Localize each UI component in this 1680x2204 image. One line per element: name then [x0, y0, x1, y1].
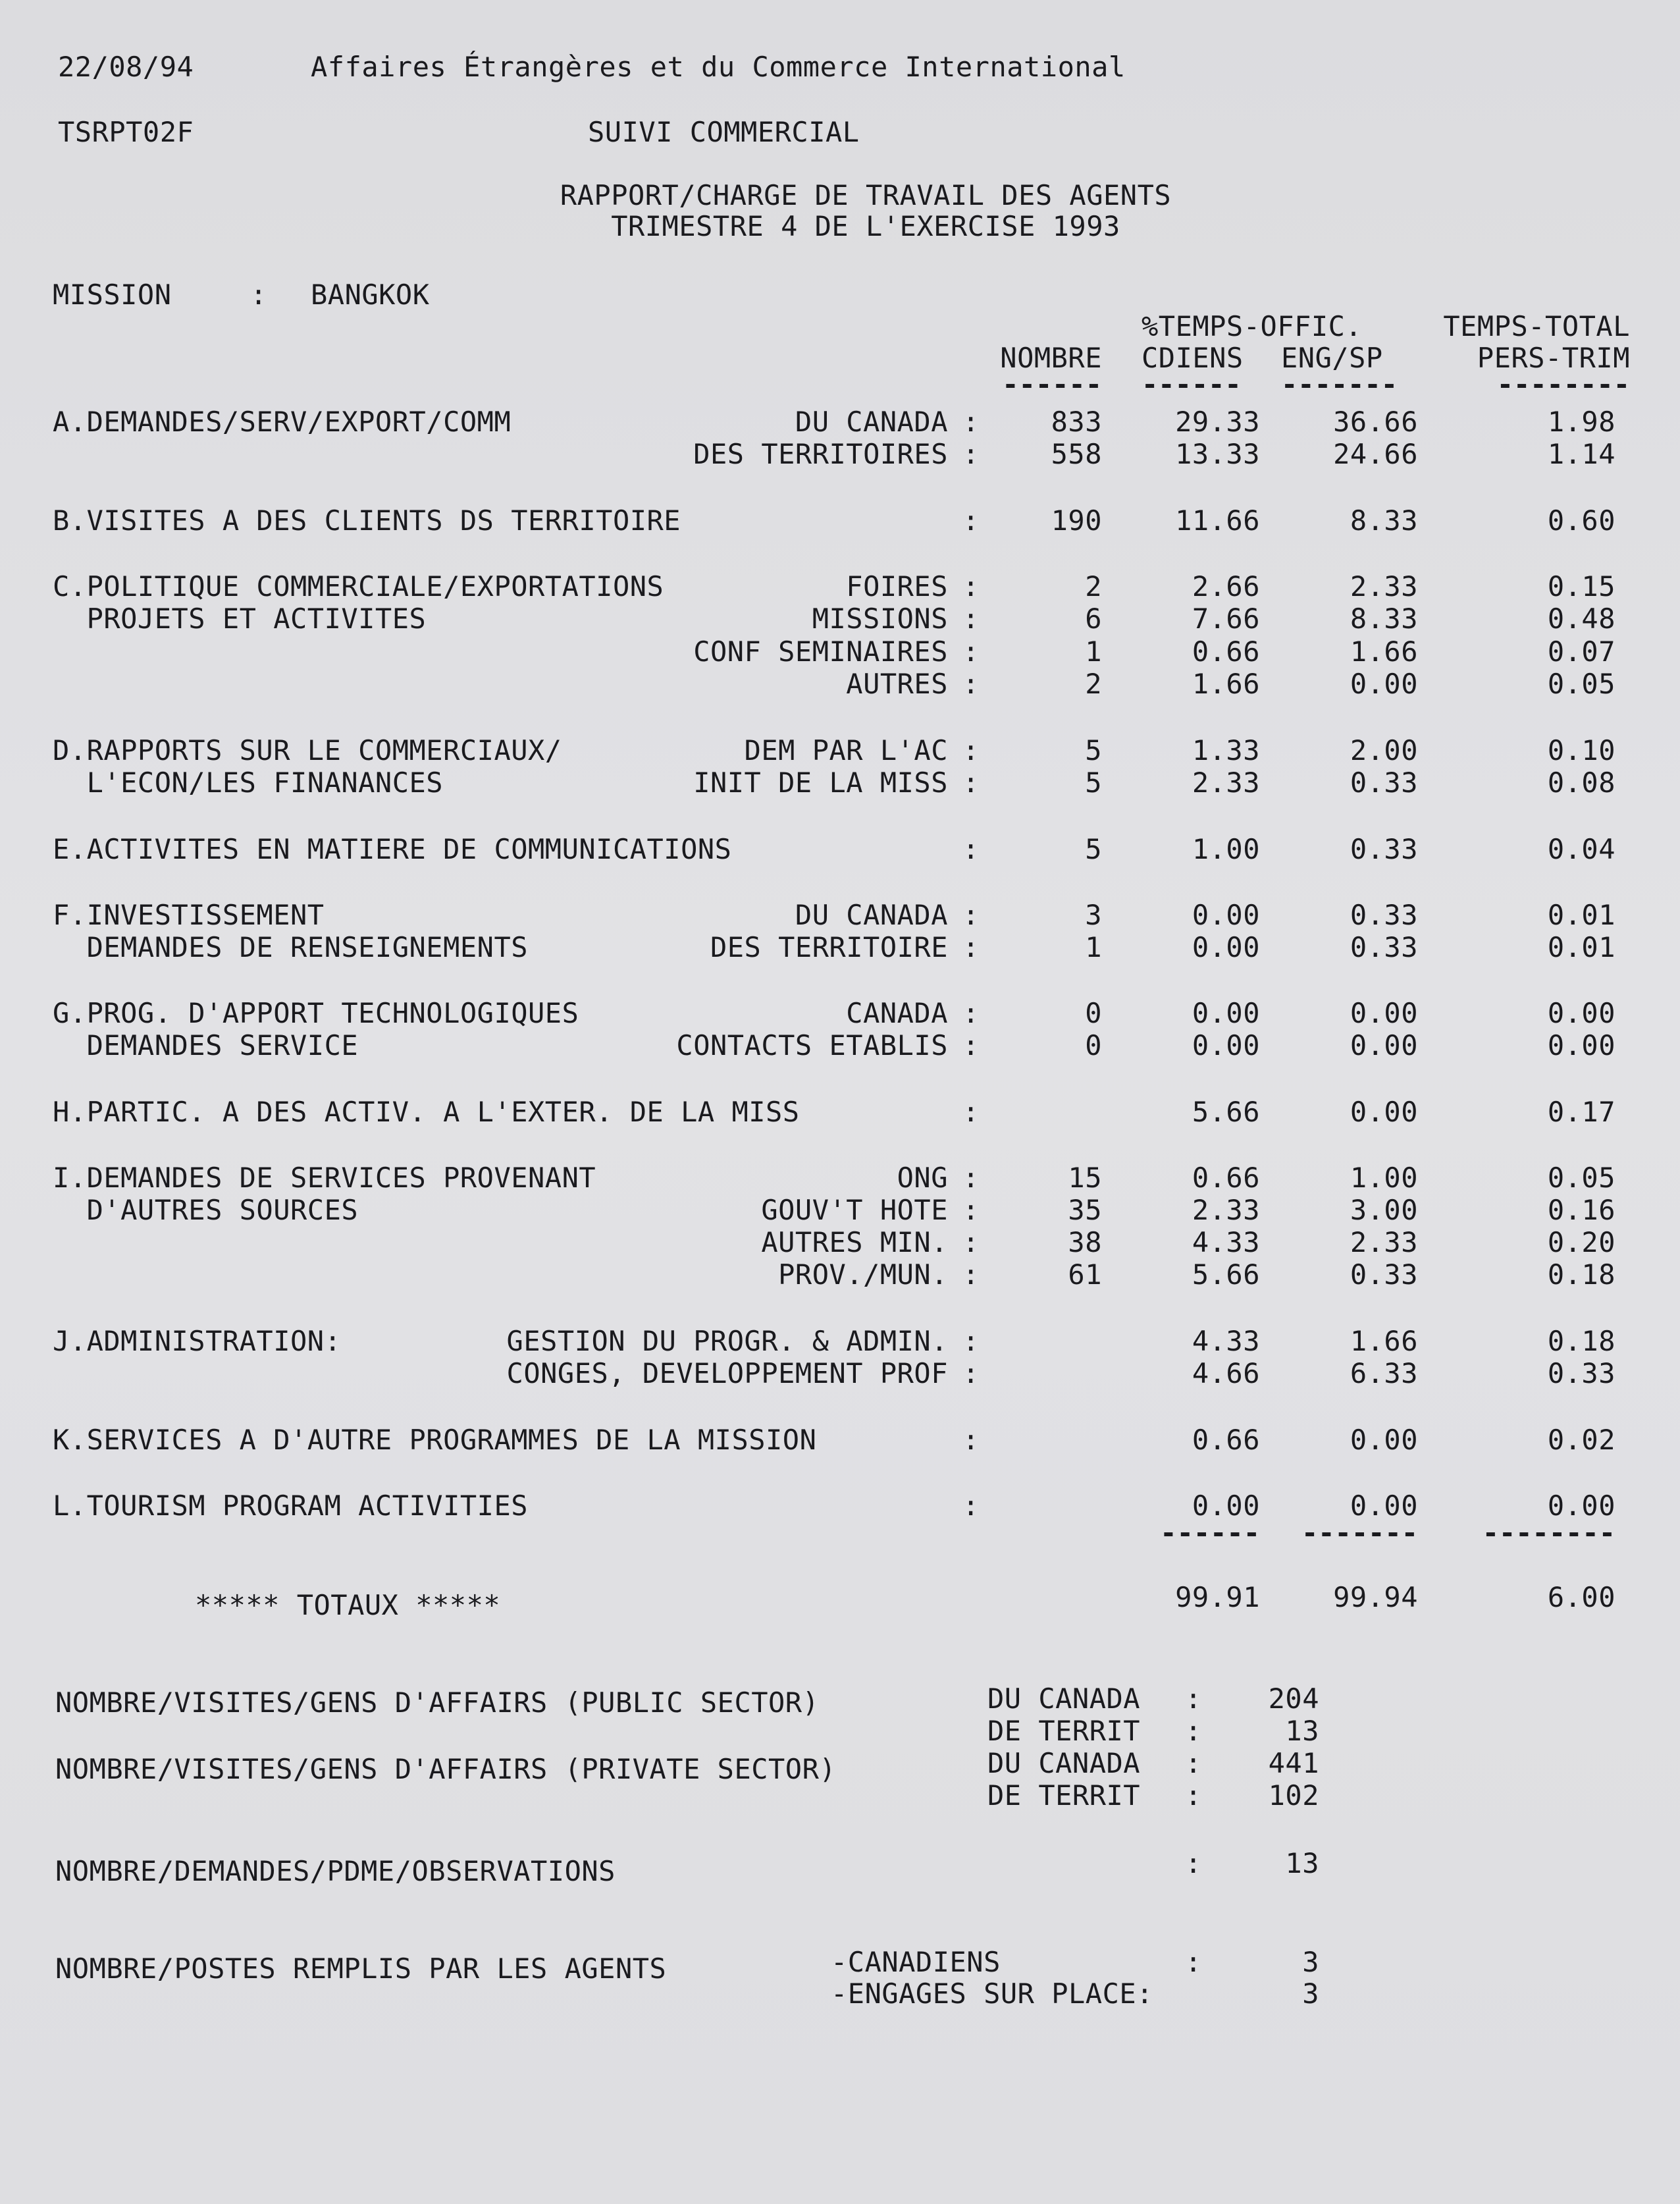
row-pers-trim: 0.18: [1547, 1325, 1615, 1357]
row-sublabel: CONF SEMINAIRES: [693, 635, 948, 668]
row-engsp: 0.33: [1350, 833, 1418, 865]
row-nombre: 35: [1068, 1194, 1102, 1226]
row-engsp: 3.00: [1350, 1194, 1418, 1226]
row-engsp: 0.00: [1350, 1029, 1418, 1062]
visits-private-territ-value: 102: [1268, 1779, 1319, 1812]
visits-private-label: NOMBRE/VISITES/GENS D'AFFAIRS (PRIVATE SECTOR): [55, 1753, 837, 1785]
pdme-label: NOMBRE/DEMANDES/PDME/OBSERVATIONS: [55, 1855, 616, 1887]
row-cdiens: 0.66: [1192, 635, 1260, 668]
row-nombre: 0: [1085, 1029, 1102, 1062]
row-cdiens: 5.66: [1192, 1096, 1260, 1128]
row-pers-trim: 0.05: [1547, 1162, 1615, 1194]
postes-canadiens-colon: :: [1185, 1946, 1202, 1978]
row-cdiens: 0.66: [1192, 1162, 1260, 1194]
row-cdiens: 1.33: [1192, 734, 1260, 766]
row-pers-trim: 0.33: [1547, 1357, 1615, 1389]
row-cdiens: 1.00: [1192, 833, 1260, 865]
row-cdiens: 11.66: [1175, 504, 1260, 537]
row-colon: :: [962, 1162, 980, 1194]
row-nombre: 15: [1068, 1162, 1102, 1194]
row-label: E.ACTIVITES EN MATIERE DE COMMUNICATIONS: [53, 833, 732, 865]
rule-total-engsp: -------: [1301, 1517, 1418, 1549]
row-colon: :: [962, 766, 980, 799]
row-colon: :: [962, 406, 980, 438]
row-sublabel: DU CANADA: [795, 899, 948, 931]
row-cdiens: 0.00: [1192, 1029, 1260, 1062]
row-engsp: 0.00: [1350, 1424, 1418, 1456]
row-label: A.DEMANDES/SERV/EXPORT/COMM: [53, 406, 512, 438]
visits-public-canada-value: 204: [1268, 1682, 1319, 1715]
row-engsp: 0.00: [1350, 668, 1418, 700]
row-pers-trim: 0.60: [1547, 504, 1615, 537]
row-colon: :: [962, 438, 980, 470]
row-colon: :: [962, 1194, 980, 1226]
row-pers-trim: 0.20: [1547, 1226, 1615, 1258]
column-header-pers-trim: PERS-TRIM: [1477, 342, 1630, 374]
row-label: DEMANDES DE RENSEIGNEMENTS: [53, 931, 529, 963]
row-colon: :: [962, 1096, 980, 1128]
postes-canadiens-value: 3: [1302, 1946, 1319, 1978]
row-nombre: 2: [1085, 570, 1102, 603]
row-nombre: 2: [1085, 668, 1102, 700]
row-pers-trim: 0.15: [1547, 570, 1615, 603]
row-label: I.DEMANDES DE SERVICES PROVENANT: [53, 1162, 596, 1194]
row-colon: :: [962, 504, 980, 537]
row-label: L'ECON/LES FINANANCES: [53, 766, 444, 799]
row-nombre: 558: [1051, 438, 1102, 470]
row-nombre: 833: [1051, 406, 1102, 438]
row-pers-trim: 0.10: [1547, 734, 1615, 766]
row-pers-trim: 0.05: [1547, 668, 1615, 700]
visits-public-canada-colon: :: [1185, 1682, 1202, 1715]
row-pers-trim: 0.48: [1547, 603, 1615, 635]
row-label: K.SERVICES A D'AUTRE PROGRAMMES DE LA MISSION: [53, 1424, 817, 1456]
row-engsp: 0.33: [1350, 931, 1418, 963]
row-sublabel: DES TERRITOIRES: [693, 438, 948, 470]
row-colon: :: [962, 1490, 980, 1522]
rule-total-pers: --------: [1482, 1517, 1615, 1549]
row-cdiens: 7.66: [1192, 603, 1260, 635]
visits-public-territ-colon: :: [1185, 1715, 1202, 1747]
row-pers-trim: 0.01: [1547, 899, 1615, 931]
row-engsp: 36.66: [1333, 406, 1418, 438]
row-sublabel: PROV./MUN.: [778, 1258, 948, 1291]
visits-private-canada-value: 441: [1268, 1747, 1319, 1779]
row-cdiens: 0.00: [1192, 899, 1260, 931]
column-header-engsp: ENG/SP: [1281, 342, 1383, 374]
mission-separator: :: [250, 279, 267, 311]
row-nombre: 5: [1085, 833, 1102, 865]
row-colon: :: [962, 1424, 980, 1456]
report-subtitle: TRIMESTRE 4 DE L'EXERCISE 1993: [611, 210, 1120, 242]
row-engsp: 6.33: [1350, 1357, 1418, 1389]
row-pers-trim: 0.00: [1547, 1029, 1615, 1062]
row-engsp: 0.00: [1350, 997, 1418, 1029]
row-colon: :: [962, 734, 980, 766]
row-cdiens: 2.66: [1192, 570, 1260, 603]
row-engsp: 0.33: [1350, 1258, 1418, 1291]
report-title: RAPPORT/CHARGE DE TRAVAIL DES AGENTS: [560, 179, 1172, 211]
system-name: SUIVI COMMERCIAL: [588, 116, 860, 148]
visits-private-territ-colon: :: [1185, 1779, 1202, 1812]
visits-private-canada-label: DU CANADA: [987, 1747, 1141, 1779]
row-engsp: 2.33: [1350, 570, 1418, 603]
row-cdiens: 0.00: [1192, 931, 1260, 963]
row-pers-trim: 0.08: [1547, 766, 1615, 799]
pdme-colon: :: [1185, 1847, 1202, 1879]
row-pers-trim: 0.18: [1547, 1258, 1615, 1291]
row-pers-trim: 1.14: [1547, 438, 1615, 470]
row-label: B.VISITES A DES CLIENTS DS TERRITOIRE: [53, 504, 681, 537]
row-colon: :: [962, 997, 980, 1029]
row-pers-trim: 1.98: [1547, 406, 1615, 438]
row-cdiens: 0.00: [1192, 997, 1260, 1029]
row-engsp: 8.33: [1350, 603, 1418, 635]
row-colon: :: [962, 1226, 980, 1258]
report-code: TSRPT02F: [58, 116, 194, 148]
row-sublabel: GOUV'T HOTE: [761, 1194, 948, 1226]
visits-public-territ-value: 13: [1285, 1715, 1319, 1747]
totals-label: ***** TOTAUX *****: [195, 1589, 501, 1621]
row-colon: :: [962, 1357, 980, 1389]
row-nombre: 0: [1085, 997, 1102, 1029]
row-nombre: 3: [1085, 899, 1102, 931]
row-cdiens: 13.33: [1175, 438, 1260, 470]
report-date: 22/08/94: [58, 51, 194, 83]
row-cdiens: 2.33: [1192, 1194, 1260, 1226]
row-pers-trim: 0.01: [1547, 931, 1615, 963]
total-cdiens: 99.91: [1175, 1581, 1260, 1613]
column-group-temps-total: TEMPS-TOTAL: [1443, 310, 1630, 342]
total-engsp: 99.94: [1333, 1581, 1418, 1613]
row-cdiens: 4.33: [1192, 1325, 1260, 1357]
row-label: D.RAPPORTS SUR LE COMMERCIAUX/: [53, 734, 562, 766]
row-nombre: 5: [1085, 766, 1102, 799]
row-nombre: 5: [1085, 734, 1102, 766]
row-sublabel: CONGES, DEVELOPPEMENT PROF: [506, 1357, 948, 1389]
postes-engages-label: -ENGAGES SUR PLACE:: [831, 1977, 1153, 2010]
row-label: J.ADMINISTRATION:: [53, 1325, 342, 1357]
row-sublabel: GESTION DU PROGR. & ADMIN.: [506, 1325, 948, 1357]
row-label: DEMANDES SERVICE: [53, 1029, 359, 1062]
row-nombre: 6: [1085, 603, 1102, 635]
postes-label: NOMBRE/POSTES REMPLIS PAR LES AGENTS: [55, 1952, 667, 1985]
row-colon: :: [962, 635, 980, 668]
rule-engsp: -------: [1281, 368, 1398, 400]
row-engsp: 0.33: [1350, 899, 1418, 931]
row-sublabel: DU CANADA: [795, 406, 948, 438]
row-sublabel: CONTACTS ETABLIS: [676, 1029, 948, 1062]
row-pers-trim: 0.07: [1547, 635, 1615, 668]
row-cdiens: 5.66: [1192, 1258, 1260, 1291]
row-sublabel: CANADA: [846, 997, 948, 1029]
row-engsp: 2.00: [1350, 734, 1418, 766]
row-sublabel: DEM PAR L'AC: [744, 734, 948, 766]
row-pers-trim: 0.17: [1547, 1096, 1615, 1128]
row-colon: :: [962, 1325, 980, 1357]
row-engsp: 0.00: [1350, 1096, 1418, 1128]
rule-pers-trim: --------: [1496, 368, 1630, 400]
row-cdiens: 0.00: [1192, 1490, 1260, 1522]
row-nombre: 1: [1085, 635, 1102, 668]
row-pers-trim: 0.00: [1547, 997, 1615, 1029]
column-header-cdiens: CDIENS: [1142, 342, 1244, 374]
row-sublabel: ONG: [897, 1162, 948, 1194]
row-sublabel: AUTRES: [846, 668, 948, 700]
row-pers-trim: 0.00: [1547, 1490, 1615, 1522]
rule-nombre: ------: [1002, 368, 1102, 400]
column-group-pct-temps: %TEMPS-OFFIC.: [1142, 310, 1363, 342]
postes-canadiens-label: -CANADIENS: [831, 1946, 1001, 1978]
row-cdiens: 4.66: [1192, 1357, 1260, 1389]
row-nombre: 190: [1051, 504, 1102, 537]
row-colon: :: [962, 833, 980, 865]
visits-private-territ-label: DE TERRIT: [987, 1779, 1141, 1812]
row-engsp: 1.00: [1350, 1162, 1418, 1194]
row-cdiens: 1.66: [1192, 668, 1260, 700]
row-label: C.POLITIQUE COMMERCIALE/EXPORTATIONS: [53, 570, 664, 603]
mission-label: MISSION: [53, 279, 172, 311]
row-nombre: 61: [1068, 1258, 1102, 1291]
row-sublabel: MISSIONS: [812, 603, 948, 635]
row-cdiens: 29.33: [1175, 406, 1260, 438]
row-engsp: 1.66: [1350, 635, 1418, 668]
total-pers-trim: 6.00: [1547, 1581, 1615, 1613]
row-label: L.TOURISM PROGRAM ACTIVITIES: [53, 1490, 529, 1522]
row-sublabel: AUTRES MIN.: [761, 1226, 948, 1258]
row-engsp: 0.00: [1350, 1490, 1418, 1522]
row-cdiens: 2.33: [1192, 766, 1260, 799]
row-cdiens: 4.33: [1192, 1226, 1260, 1258]
postes-engages-value: 3: [1302, 1977, 1319, 2010]
row-label: G.PROG. D'APPORT TECHNOLOGIQUES: [53, 997, 579, 1029]
row-engsp: 2.33: [1350, 1226, 1418, 1258]
row-colon: :: [962, 570, 980, 603]
row-pers-trim: 0.04: [1547, 833, 1615, 865]
row-sublabel: INIT DE LA MISS: [693, 766, 948, 799]
row-colon: :: [962, 668, 980, 700]
row-colon: :: [962, 931, 980, 963]
visits-private-canada-colon: :: [1185, 1747, 1202, 1779]
row-pers-trim: 0.02: [1547, 1424, 1615, 1456]
row-label: F.INVESTISSEMENT: [53, 899, 325, 931]
row-label: D'AUTRES SOURCES: [53, 1194, 359, 1226]
column-header-nombre: NOMBRE: [1000, 342, 1102, 374]
pdme-value: 13: [1285, 1847, 1319, 1879]
visits-public-canada-label: DU CANADA: [987, 1682, 1141, 1715]
row-sublabel: FOIRES: [846, 570, 948, 603]
visits-public-label: NOMBRE/VISITES/GENS D'AFFAIRS (PUBLIC SECTOR): [55, 1686, 820, 1719]
row-label: PROJETS ET ACTIVITES: [53, 603, 427, 635]
row-colon: :: [962, 899, 980, 931]
row-cdiens: 0.66: [1192, 1424, 1260, 1456]
row-colon: :: [962, 603, 980, 635]
row-nombre: 38: [1068, 1226, 1102, 1258]
rule-total-cdiens: ------: [1160, 1517, 1260, 1549]
visits-public-territ-label: DE TERRIT: [987, 1715, 1141, 1747]
row-engsp: 1.66: [1350, 1325, 1418, 1357]
mission-value: BANGKOK: [311, 279, 430, 311]
rule-cdiens: ------: [1142, 368, 1242, 400]
row-engsp: 0.33: [1350, 766, 1418, 799]
row-engsp: 8.33: [1350, 504, 1418, 537]
row-sublabel: DES TERRITOIRE: [710, 931, 948, 963]
row-colon: :: [962, 1258, 980, 1291]
row-label: H.PARTIC. A DES ACTIV. A L'EXTER. DE LA MISS: [53, 1096, 800, 1128]
row-pers-trim: 0.16: [1547, 1194, 1615, 1226]
row-colon: :: [962, 1029, 980, 1062]
department-name: Affaires Étrangères et du Commerce International: [311, 51, 1126, 83]
row-nombre: 1: [1085, 931, 1102, 963]
row-engsp: 24.66: [1333, 438, 1418, 470]
